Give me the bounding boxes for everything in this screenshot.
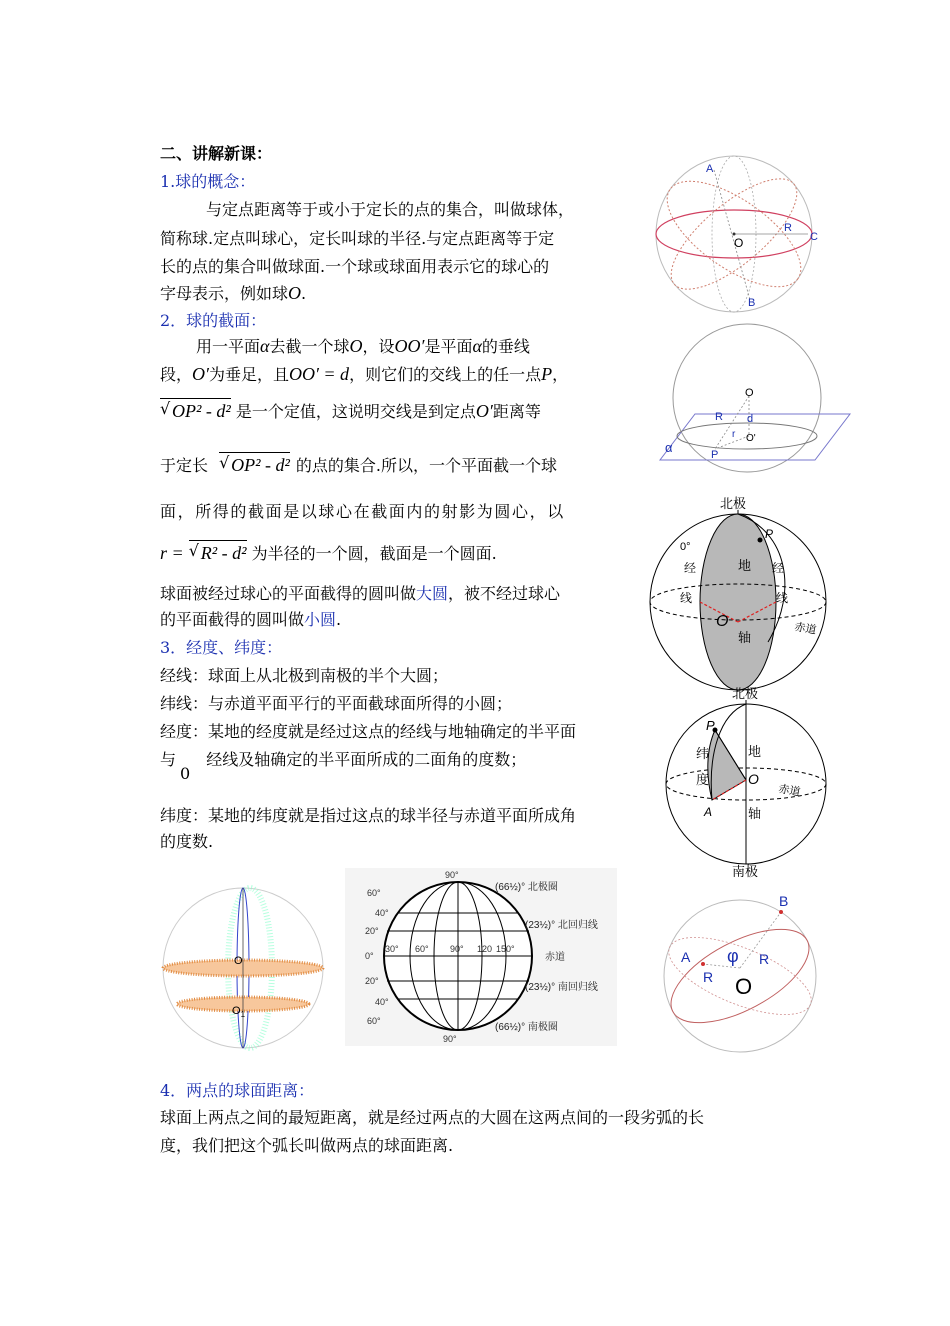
lat-label: 20°	[365, 976, 379, 986]
s2-line4	[160, 452, 557, 478]
sqrt1	[160, 398, 231, 424]
s2-l7a: 球面被经过球心的平面截得的圆叫做	[160, 584, 417, 603]
s2-l1a: 用一平面	[196, 337, 261, 356]
s2-line5: 面，所得的截面是以球心在截面内的射影为圆心，以	[160, 502, 565, 521]
fig-globe-grid	[345, 868, 617, 1046]
label-di: 地	[738, 558, 752, 573]
label-P: P	[706, 718, 715, 733]
label-di: 地	[748, 744, 762, 759]
right-label: 赤道	[545, 952, 565, 963]
s4-line1: 球面上两点之间的最短距离，就是经过两点的大圆在这两点间的一段劣弧的长	[160, 1108, 705, 1127]
sym-alpha: α	[260, 336, 270, 356]
label-R: R	[784, 222, 792, 234]
s2-l8b: .	[336, 610, 342, 629]
label-O: O	[734, 236, 744, 250]
label-A: A	[706, 163, 714, 175]
lon-label: 150°	[496, 944, 515, 954]
label-B: B	[748, 297, 756, 309]
s2-l8a: 的平面截得的圆叫做	[160, 610, 305, 629]
latitude-sector	[708, 730, 746, 800]
s1-line1: 与定点距离等于或小于定长的点的集合，叫做球体，	[206, 200, 575, 219]
s2-line6	[160, 540, 497, 566]
label-north-pole: 北极	[720, 496, 747, 511]
radical-sign: √	[160, 399, 171, 418]
lat-label: 40°	[375, 997, 389, 1007]
lat-label: 0°	[365, 951, 374, 961]
label-zhou: 轴	[748, 806, 762, 821]
label-north-pole: 北极	[732, 686, 759, 701]
s2-l1e: 的垂线	[481, 337, 530, 356]
s1-line4	[160, 281, 306, 306]
axis-line	[714, 170, 750, 300]
lon-label: 120	[477, 944, 493, 954]
s1-heading: 1.球的概念：	[160, 172, 256, 191]
s3-heading: 3．经度、纬度：	[160, 638, 283, 657]
label-O: O	[745, 387, 754, 399]
s2-l4a: 于定长	[160, 456, 209, 475]
label-r: r	[732, 429, 736, 440]
label-jing-left: 经	[684, 561, 697, 575]
s2-l6: 为半径的一个圆，截面是一个圆面.	[251, 544, 497, 563]
s3-line2: 纬线：与赤道平面平行的平面截球面所得的小圆；	[160, 694, 513, 713]
sym-Op: O′	[192, 364, 209, 384]
label-C: C	[810, 231, 818, 243]
label-O: O	[234, 955, 243, 967]
s2-l2c: ，则它们的交线上的任一点	[349, 365, 542, 384]
period: .	[301, 284, 307, 303]
s2-line3	[160, 398, 541, 424]
label-R: R	[715, 411, 723, 423]
sym-OOeq: OO′ = d	[288, 364, 350, 384]
radical-sign3: √	[188, 541, 199, 560]
lon-label: 30°	[385, 944, 399, 954]
label-P: P	[711, 449, 719, 461]
small-circle-term: 小圆	[304, 610, 337, 629]
s2-heading: 2．球的截面：	[160, 311, 267, 330]
lat-label: 60°	[367, 888, 381, 898]
label-equator: 赤道	[793, 621, 818, 637]
label-south-pole: 南极	[732, 864, 759, 878]
s2-l1c: ，设	[362, 337, 395, 356]
sym-O: O	[288, 283, 302, 303]
fig-sphere-section	[655, 322, 855, 474]
great-circle-term: 大圆	[416, 584, 449, 603]
r-eq: r =	[160, 543, 184, 563]
fig-latitude	[660, 684, 834, 878]
s4-line2: 度，我们把这个弧长叫做两点的球面距离.	[160, 1136, 454, 1155]
label-Oprime: O'	[746, 433, 756, 444]
s2-l2a: 段，	[160, 365, 193, 384]
s2-line8	[160, 608, 341, 632]
s2-l1d: 是平面	[424, 337, 473, 356]
s2-l1b: 去截一个球	[269, 337, 350, 356]
s3-l4a: 与	[160, 750, 177, 769]
s2-l2d: ，	[552, 365, 569, 384]
fig-sphere-discs	[158, 884, 328, 1052]
s2-l7b: ，被不经过球心	[448, 584, 561, 603]
radical-sign2: √	[219, 453, 230, 472]
sym-O2: O	[349, 336, 363, 356]
point-B	[779, 910, 783, 914]
zero-deg: 0	[180, 764, 191, 783]
label-zhou: 轴	[738, 630, 752, 645]
sym-P: P	[541, 364, 553, 384]
sqrt1-expr: OP² - d²	[172, 401, 231, 421]
fig-longitude	[648, 492, 832, 692]
s1-line2: 简称球.定点叫球心，定长叫球的半径.与定点距离等于定	[160, 229, 555, 248]
label-R-left: R	[703, 969, 714, 985]
s3-line1: 经线：球面上从北极到南极的半个大圆；	[160, 666, 449, 685]
s1-line3: 长的点的集合叫做球面.一个球或球面用表示它的球心的	[160, 257, 550, 276]
s2-l2b: 为垂足，且	[208, 365, 289, 384]
right-label: (66½)° 北极圈	[495, 882, 558, 893]
s1-line4-text: 字母表示，例如球	[160, 284, 289, 303]
label-O1-main: O	[232, 1005, 241, 1017]
sym-OOp: OO′	[394, 336, 425, 356]
label-jing-right: 经	[772, 561, 785, 575]
label-A: A	[681, 949, 691, 965]
s2-l3b: 距离等	[492, 402, 541, 421]
label-O: O	[735, 974, 753, 999]
label-O1-sub: 1	[240, 1010, 246, 1019]
s2-line7	[160, 582, 560, 606]
point-A	[701, 962, 705, 966]
s3-line3: 经度：某地的经度就是经过这点的经线与地轴确定的半平面	[160, 722, 577, 741]
section-title: 二、讲解新课：	[160, 144, 273, 163]
label-xian-right: 线	[776, 591, 789, 605]
fig-sphere-great-circles	[650, 150, 820, 320]
lon-label: 60°	[415, 944, 429, 954]
label-du: 度	[696, 772, 710, 787]
fig-spherical-distance	[655, 888, 825, 1056]
lon-label: 90°	[450, 944, 464, 954]
lat-label: 20°	[365, 926, 379, 936]
label-B: B	[779, 893, 789, 909]
label-wei: 纬	[696, 746, 710, 761]
label-0deg: 0°	[680, 541, 691, 553]
lat-label: 40°	[375, 908, 389, 918]
label-phi: φ	[727, 946, 739, 966]
s4-heading: 4．两点的球面距离：	[160, 1081, 315, 1100]
label-d: d	[747, 413, 754, 425]
s3-line5: 纬度：某地的纬度就是指过这点的球半径与赤道平面所成角	[160, 806, 577, 825]
label-xian-left: 线	[680, 591, 693, 605]
label-O: O	[748, 771, 759, 787]
label-A: A	[704, 805, 713, 819]
sqrt2	[219, 452, 290, 478]
point-P	[758, 538, 763, 543]
s2-line2	[160, 362, 568, 387]
label-equator: 赤道	[777, 783, 802, 799]
sym-alpha2: α	[472, 336, 482, 356]
label-R-right: R	[759, 951, 770, 967]
right-label: (23½)° 南回归线	[525, 982, 598, 993]
sym-Op2: O′	[475, 401, 493, 421]
s3-line6: 的度数.	[160, 832, 214, 851]
sqrt2-expr: OP² - d²	[231, 455, 290, 475]
s2-l4b: 的点的集合.所以，一个平面截一个球	[295, 456, 557, 475]
s2-l3a: 是一个定值，这说明交线是到定点	[235, 402, 476, 421]
sqrt3	[189, 540, 247, 566]
right-label: (66½)° 南极圈	[495, 1022, 558, 1033]
label-O: O	[716, 613, 729, 630]
s3-l4b: 经线及轴确定的半平面所成的二面角的度数；	[206, 750, 527, 769]
lat-label: 90°	[445, 870, 459, 880]
right-label: (23½)° 北回归线	[525, 920, 598, 931]
label-alpha: α	[665, 440, 673, 455]
lat-label: 60°	[367, 1016, 381, 1026]
lat-label: 90°	[443, 1034, 457, 1044]
sqrt3-expr: R² - d²	[200, 543, 247, 563]
label-P: P	[765, 527, 774, 541]
s2-line1	[196, 334, 530, 359]
s3-line4	[160, 748, 527, 783]
